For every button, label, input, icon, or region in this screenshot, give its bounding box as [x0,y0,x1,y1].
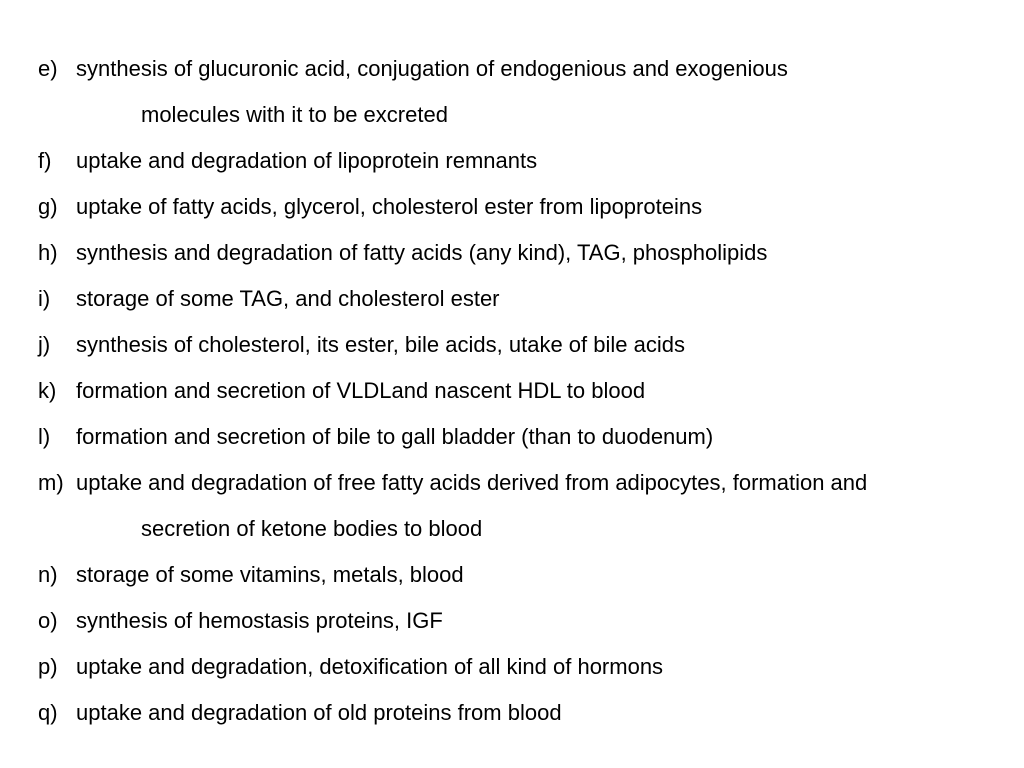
list-item [38,422,1018,468]
list-item [38,192,1018,238]
list-item-text-continuation: molecules with it to be excreted [141,102,448,127]
list-item-text: formation and secretion of bile to gall bladder (than to duodenum) [76,424,714,449]
list-item [38,560,1018,606]
list-item-text: synthesis of cholesterol, its ester, bile acids, utake of bile acids [76,332,685,357]
list-marker: l) [38,424,51,449]
list-item [38,606,1018,652]
list-marker: i) [38,286,51,311]
list-item [38,238,1018,284]
list-item [38,468,1018,560]
list-item-text: uptake and degradation of old proteins from blood [76,700,562,725]
list-item-text: formation and secretion of VLDLand nascent HDL to blood [76,378,646,403]
list-item-text: storage of some vitamins, metals, blood [76,562,464,587]
list-item-text: synthesis of hemostasis proteins, IGF [76,608,443,633]
list-marker: m) [38,470,64,495]
function-list [38,54,1018,744]
list-item [38,652,1018,698]
list-marker: j) [38,332,51,357]
list-item [38,54,1018,146]
list-item [38,146,1018,192]
list-marker: g) [38,194,58,219]
list-marker: h) [38,240,58,265]
list-item [38,330,1018,376]
list-item [38,376,1018,422]
list-item-text: uptake and degradation of free fatty acids derived from adipocytes, formation and [76,470,868,495]
list-item-text: synthesis and degradation of fatty acids (any kind), TAG, phospholipids [76,240,768,265]
list-item [38,284,1018,330]
list-marker: e) [38,56,58,81]
list-item-text: synthesis of glucuronic acid, conjugation of endogenious and exogenious [76,56,788,81]
list-item-text-continuation: secretion of ketone bodies to blood [141,516,483,541]
list-item-text: uptake and degradation of lipoprotein remnants [76,148,538,173]
list-marker: p) [38,654,58,679]
list-marker: f) [38,148,52,173]
list-marker: q) [38,700,58,725]
list-marker: n) [38,562,58,587]
list-item-text: uptake of fatty acids, glycerol, cholesterol ester from lipoproteins [76,194,703,219]
list-marker: o) [38,608,58,633]
list-marker: k) [38,378,57,403]
list-item-text: storage of some TAG, and cholesterol ester [76,286,500,311]
list-item [38,698,1018,744]
list-item-text: uptake and degradation, detoxification of all kind of hormons [76,654,664,679]
